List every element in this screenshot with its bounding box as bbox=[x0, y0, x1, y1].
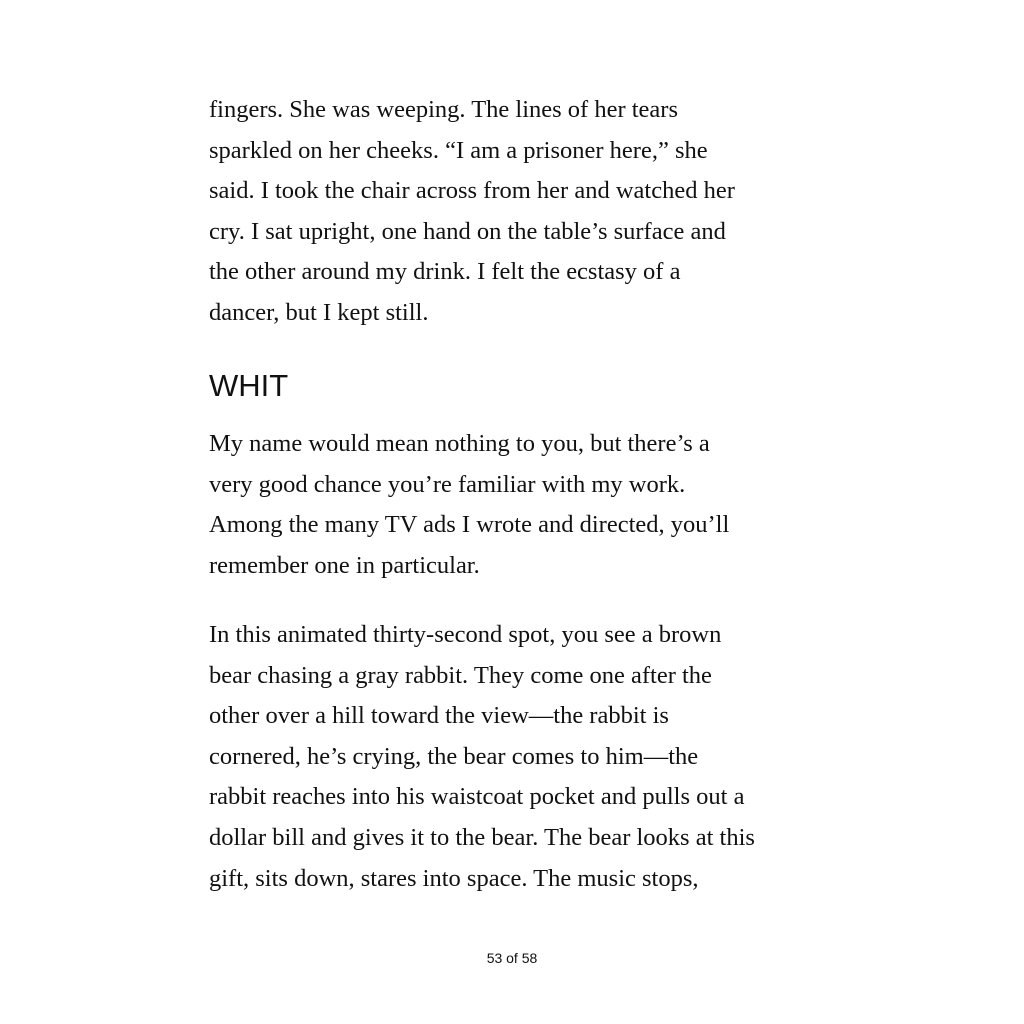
text-line: dancer, but I kept still. bbox=[209, 298, 429, 326]
text-line: Among the many TV ads I wrote and directed, you’ll bbox=[209, 511, 730, 539]
text-line: dollar bill and gives it to the bear. The bear looks at this bbox=[209, 823, 755, 851]
page-indicator: 53 of 58 bbox=[486, 950, 538, 966]
paragraph bbox=[209, 90, 735, 334]
paragraph bbox=[209, 424, 729, 586]
text-line: gift, sits down, stares into space. The music stops, bbox=[209, 864, 699, 892]
text-line: the other around my drink. I felt the ecstasy of a bbox=[209, 258, 681, 286]
text-line: other over a hill toward the view—the rabbit is bbox=[209, 702, 669, 730]
section-heading: WHIT bbox=[209, 368, 289, 403]
text-line: fingers. She was weeping. The lines of her tears bbox=[209, 96, 678, 123]
text-line: remember one in particular. bbox=[209, 551, 480, 579]
text-line: My name would mean nothing to you, but there’s a bbox=[209, 430, 710, 457]
text-line: cornered, he’s crying, the bear comes to him—the bbox=[209, 742, 699, 770]
text-line: sparkled on her cheeks. “I am a prisoner here,” she bbox=[209, 136, 708, 164]
text-line: bear chasing a gray rabbit. They come one after the bbox=[209, 661, 712, 689]
text-line: cry. I sat upright, one hand on the table’s surface and bbox=[209, 217, 726, 245]
text-line: very good chance you’re familiar with my work. bbox=[209, 470, 686, 498]
paragraph bbox=[209, 615, 755, 899]
text-line: In this animated thirty-second spot, you see a brown bbox=[209, 621, 722, 648]
text-line: said. I took the chair across from her and watched her bbox=[209, 177, 735, 205]
text-line: rabbit reaches into his waistcoat pocket and pulls out a bbox=[209, 783, 745, 811]
